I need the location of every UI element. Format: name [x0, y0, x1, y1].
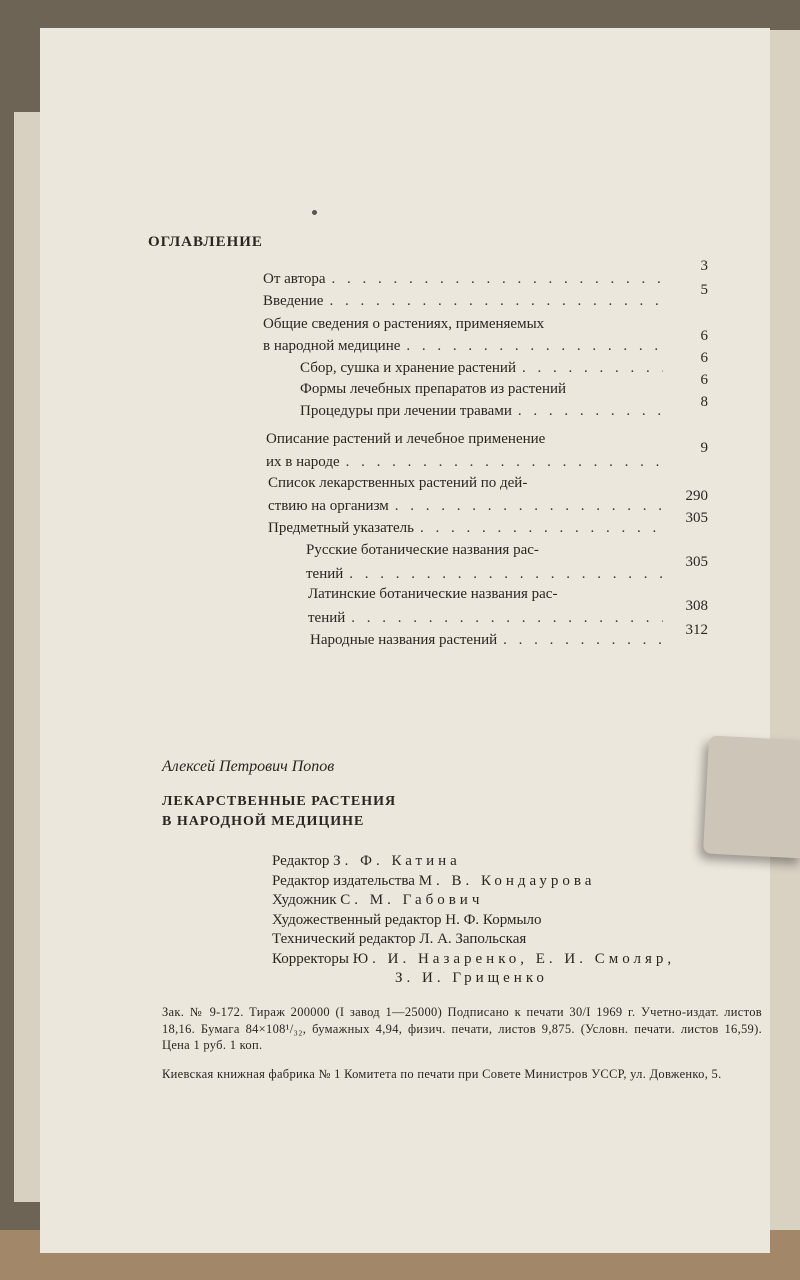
toc-entry-page: 305: [685, 510, 708, 526]
toc-leader-dots: [420, 519, 663, 537]
toc-leader-dots: [351, 609, 663, 627]
toc-entry-page: 308: [685, 598, 708, 614]
toc-entry-text: тений: [308, 610, 346, 626]
toc-entry-page: 6: [700, 350, 708, 366]
toc-entry-page: 305: [685, 554, 708, 570]
credit-name: Н. Ф. Кормыло: [445, 911, 542, 928]
credit-role: Технический редактор: [272, 931, 416, 947]
toc-entry-text: ствию на организм: [268, 498, 389, 514]
imprint-block: [162, 1004, 762, 1094]
book-title-line: В НАРОДНОЙ МЕДИЦИНЕ: [162, 814, 365, 829]
toc-entry: [306, 565, 663, 583]
toc-leader-dots: [503, 631, 663, 649]
toc-entry-text: От автора: [263, 271, 326, 287]
credit-line: [272, 872, 675, 892]
toc-entry-page: 312: [685, 622, 708, 638]
toc-entry-text: Процедуры при лечении травами: [300, 403, 512, 419]
toc-entry-text: тений: [306, 566, 344, 582]
credit-name: Л. А. Запольская: [419, 931, 527, 947]
credit-role: Художник: [272, 892, 337, 908]
toc-entry: [268, 497, 663, 515]
toc-entry-text: Предметный указатель: [268, 520, 414, 536]
credit-role: Редактор издательства: [272, 872, 415, 889]
toc-entry-page: 9: [700, 440, 708, 456]
toc-entry: [308, 585, 668, 603]
toc-heading: ОГЛАВЛЕНИЕ: [148, 234, 263, 250]
toc-entry-text: Сбор, сушка и хранение растений: [300, 360, 516, 376]
toc-leader-dots: [522, 359, 663, 377]
toc-entry: [263, 315, 663, 333]
toc-entry: [308, 609, 663, 627]
toc-leader-dots: [395, 497, 663, 515]
credit-line: [272, 950, 675, 970]
credit-line: [272, 930, 675, 950]
paper-bookmark: [703, 735, 800, 858]
toc-leader-dots: [406, 337, 663, 355]
toc-entry: [263, 270, 663, 288]
toc-leader-dots: [518, 402, 663, 420]
book-title-line: ЛЕКАРСТВЕННЫЕ РАСТЕНИЯ: [162, 794, 397, 809]
print-details: Зак. № 9-172. Тираж 200000 (I завод 1—25000) Подписано к печати 30/I 1969 г. Учетно-издат. листов 18,16. Бумага 84×108¹/₃₂, бумажных 4,94, физич. печати, листов 9,875. (Условн. печати. листов 16,59). Цена 1 руб. 1 коп.: [162, 1005, 762, 1052]
toc-entry: [263, 337, 663, 355]
toc-leader-dots: [349, 565, 663, 583]
toc-entry: [268, 519, 663, 537]
author-name: Алексей Петрович Попов: [162, 758, 335, 775]
toc-leader-dots: [332, 270, 663, 288]
credit-line: [272, 852, 675, 872]
toc-leader-dots: [346, 453, 663, 471]
toc-entry-text: в народной медицине: [263, 338, 401, 354]
toc-entry-text: Народные названия растений: [310, 632, 498, 648]
toc-entry: [300, 402, 663, 420]
toc-entry-page: 3: [700, 258, 708, 274]
book-title: [162, 792, 462, 832]
toc-entry: [268, 474, 668, 492]
toc-entry: [266, 430, 666, 448]
toc-entry-text: Введение: [263, 293, 324, 309]
toc-entry-page: 6: [700, 328, 708, 344]
credit-name: Ю. И. Назаренко, Е. И. Смоляр,: [352, 950, 676, 967]
toc-entry: [310, 631, 663, 649]
credit-name: З. Ф. Катина: [333, 853, 461, 869]
toc-entry: [300, 359, 663, 377]
credit-line: [272, 911, 675, 931]
toc-entry: [306, 541, 666, 559]
credit-line: [272, 969, 675, 989]
toc-entry: [266, 453, 663, 471]
credit-role: Корректоры: [272, 950, 349, 967]
toc-entry: [300, 380, 663, 398]
toc-entry: [263, 292, 663, 310]
credit-name: М. В. Кондаурова: [418, 872, 596, 889]
toc-entry-text: Формы лечебных препаратов из растений: [300, 381, 567, 397]
credit-role: Художественный редактор: [272, 911, 442, 928]
credit-name: С. М. Габович: [340, 892, 484, 908]
toc-entry-text: Русские ботанические названия рас-: [306, 542, 539, 558]
toc-entry-page: 8: [700, 394, 708, 410]
toc-entry-text: Список лекарственных растений по дей-: [268, 475, 528, 491]
credit-line: [272, 891, 675, 911]
toc-entry-text: Латинские ботанические названия рас-: [308, 586, 558, 602]
toc-entry-text: их в народе: [266, 454, 340, 470]
credits-list: [272, 852, 675, 989]
toc-entry-text: Общие сведения о растениях, применяемых: [263, 316, 545, 332]
credit-name: З. И. Грищенко: [395, 970, 548, 986]
toc-leader-dots: [329, 292, 663, 310]
toc-entry-page: 6: [700, 372, 708, 388]
printer-address: Киевская книжная фабрика № 1 Комитета по печати при Совете Министров УССР, ул. Довженко, 5.: [162, 1066, 722, 1081]
toc-entry-page: 5: [700, 282, 708, 298]
toc-entry-text: Описание растений и лечебное применение: [266, 431, 546, 447]
toc-entry-page: 290: [685, 488, 708, 504]
credit-role: Редактор: [272, 853, 330, 869]
